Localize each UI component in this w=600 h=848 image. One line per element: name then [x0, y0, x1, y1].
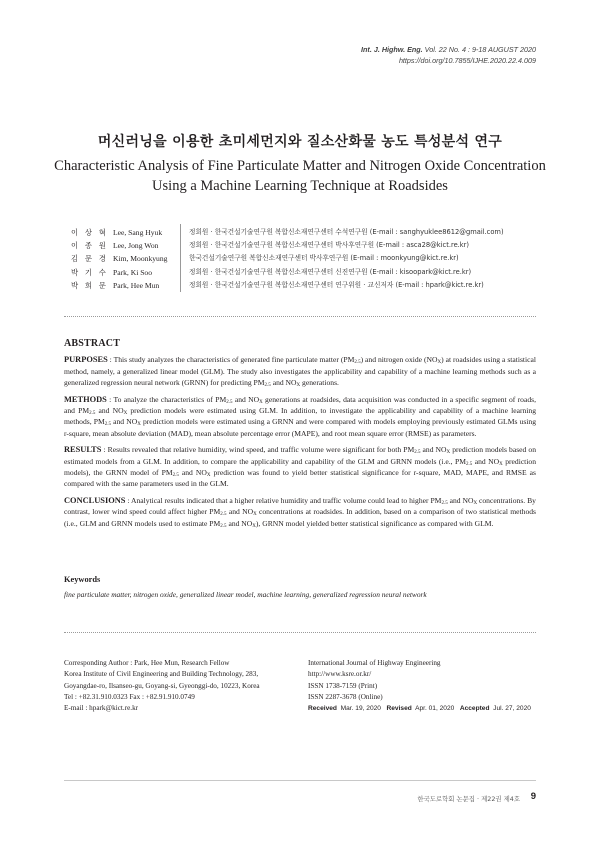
abstract-conclusions — [64, 495, 536, 529]
subscript: 2.5 — [466, 461, 473, 467]
text-run: : To analyze the characteristics of PM — [106, 394, 227, 404]
corr-line: Corresponding Author : Park, Hee Mun, Research Fellow — [64, 659, 230, 667]
doi-link[interactable]: https://doi.org/10.7855/IJHE.2020.22.4.009 — [398, 56, 536, 65]
text-run: prediction models were estimated using GLM. In addition, to investigate the applicability and capability of a machine learning methods, PM — [64, 405, 536, 427]
conclusions-text — [64, 496, 536, 528]
subscript: 2.5 — [220, 523, 227, 529]
corr-line: Korea Institute of Civil Engineering and Building Technology, 283, — [64, 670, 259, 679]
subscript: 2.5 — [414, 450, 421, 456]
subscript: X — [252, 523, 256, 529]
received-label: Received — [308, 705, 337, 713]
corresponding-author-block — [64, 658, 260, 714]
issn-print: ISSN 1738-7159 (Print) — [308, 681, 378, 690]
text-run: and NO — [447, 496, 474, 506]
abstract-results — [64, 444, 536, 489]
author-name-en: Lee, Jong Won — [113, 241, 159, 251]
text-run: and NO — [226, 518, 253, 528]
author-name-ko: 이 종 원 — [71, 241, 109, 251]
page-number: 9 — [530, 791, 536, 802]
author-divider — [180, 224, 181, 292]
journal-abbrev: Int. J. Highw. Eng. — [361, 45, 423, 54]
text-run: and NO — [95, 405, 124, 415]
revised-date: Apr. 01, 2020 — [415, 705, 455, 713]
text-run: generations. — [300, 377, 339, 387]
results-text — [64, 445, 536, 488]
text-run: ), GRNN model yielded better statistical significance as compared with GLM. — [255, 518, 494, 528]
accepted-label: Accepted — [459, 705, 490, 713]
subscript: 2.5 — [264, 382, 271, 388]
title-korean: 머신러닝을 이용한 초미세먼지와 질소산화물 농도 특성분석 연구 — [97, 134, 503, 150]
author-name-en: Lee, Sang Hyuk — [113, 228, 163, 237]
subscript: X — [123, 410, 128, 416]
purposes-text — [64, 355, 536, 387]
author-name-ko: 이 상 혁 — [71, 228, 109, 237]
author-affiliation: 정회원 · 한국건설기술연구원 복합신소재연구센터 박사후연구원 (E-mail : asca28@kict.re.kr) — [189, 241, 470, 250]
text-run: prediction models), the GRNN model of PM — [64, 456, 536, 477]
footer-journal: 한국도로학회 논문집 · 제22권 제4호 — [417, 795, 520, 803]
divider-bottom — [64, 632, 536, 633]
subscript: 2.5 — [220, 512, 227, 518]
subscript: X — [473, 501, 478, 507]
text-run: : This study analyzes the characteristics of generated fine particulate matter (PM — [107, 355, 355, 365]
subscript: 2.5 — [354, 360, 361, 366]
text-run: concentrations at roadsides. In addition, based on a comparison of two statistical methods (i.e., GLM and GRNN models used to estimate PM — [64, 507, 536, 528]
results-label: RESULTS — [64, 445, 102, 455]
subscript: X — [499, 461, 503, 467]
title-english: Characteristic Analysis of Fine Particulate Matter and Nitrogen Oxide Concentration Using a Machine Learning Technique at Roadsides — [54, 158, 546, 194]
text-run: and NO — [420, 445, 447, 455]
subscript: X — [296, 382, 301, 388]
keywords-heading: Keywords — [64, 575, 101, 584]
text-run: and NO — [111, 417, 138, 427]
subscript: 2.5 — [441, 501, 448, 507]
corr-email: E-mail : hpark@kict.re.kr — [64, 704, 139, 713]
text-run: : Analytical results indicated that a higher relative humidity and traffic volume could lead to higher PM — [125, 496, 442, 506]
revised-label: Revised — [386, 705, 412, 713]
text-run: prediction was found to yield better statistical significance for r-square, MAD, MAPE, and RMSE as compared with the same parameters used in the GLM. — [64, 467, 537, 489]
subscript: X — [446, 450, 451, 456]
abstract-purposes — [64, 354, 536, 388]
text-run: and NO — [178, 467, 207, 477]
author-affiliation: 정회원 · 한국건설기술연구원 복합신소재연구센터 수석연구원 (E-mail : sanghyuklee8612@gmail.com) — [189, 228, 504, 236]
text-run: and NO — [270, 377, 297, 387]
footer-rule — [64, 780, 536, 781]
methods-text — [64, 395, 536, 438]
subscript: 2.5 — [104, 422, 111, 428]
author-affiliation: 한국건설기술연구원 복합신소재연구센터 박사후연구원 (E-mail : moonkyung@kict.re.kr) — [189, 254, 459, 263]
subscript: X — [437, 360, 442, 366]
subscript: X — [137, 422, 141, 428]
issn-online: ISSN 2287-3678 (Online) — [308, 692, 383, 701]
subscript: 2.5 — [226, 399, 233, 405]
journal-info-block — [308, 658, 531, 714]
subscript: 2.5 — [89, 410, 96, 416]
text-run: prediction models based on estimated models from a GLM. In addition, to compare the applicability and capability of the GLM and GRNN models (i.e., PM — [64, 445, 537, 466]
text-run: and NO — [226, 507, 254, 517]
submission-dates — [308, 703, 531, 714]
text-run: concentrations. By contrast, lower wind speed could affect higher PM — [64, 496, 536, 517]
keywords-section — [64, 575, 536, 599]
text-run: and NO — [232, 394, 260, 404]
divider-top — [64, 316, 536, 317]
received-date: Mar. 19, 2020 — [340, 705, 381, 713]
journal-name: International Journal of Highway Engineering — [308, 659, 441, 667]
text-run: generations at roadsides, data acquisition was conducted in a specific segment of roads, and PM — [64, 394, 536, 415]
subscript: X — [253, 512, 257, 518]
conclusions-label: CONCLUSIONS — [64, 496, 126, 506]
corr-line: Goyangdae-ro, Ilsanseo-gu, Goyang-si, Gyeonggi-do, 10223, Korea — [64, 681, 260, 690]
abstract-methods — [64, 394, 536, 439]
text-run: ) at roadsides using a statistical method, namely, a generalized linear model (GLM). The study also investigates the applicability and capability of a machine learning methods such as a generalized regression neural network (GRNN) for predicting PM — [64, 355, 536, 387]
text-run: : Results revealed that relative humidity, wind speed, and traffic volume were significant for both PM — [101, 445, 415, 455]
author-name-ko: 박 기 수 — [71, 267, 109, 277]
text-run: ) and nitrogen oxide (NO — [360, 355, 438, 365]
journal-issue: Vol. 22 No. 4 : 9-18 AUGUST 2020 — [424, 45, 536, 54]
journal-header — [361, 44, 536, 66]
author-name-en: Park, Ki Soo — [113, 267, 153, 277]
purposes-label: PURPOSES — [64, 355, 108, 365]
author-name-ko: 박 희 문 — [71, 280, 109, 290]
author-name-en: Kim, Moonkyung — [113, 254, 168, 264]
abstract-heading: ABSTRACT — [64, 338, 121, 349]
abstract-section — [64, 338, 536, 534]
subscript: X — [206, 472, 211, 478]
keywords-text: fine particulate matter, nitrogen oxide, generalized linear model, machine learning, generalized regression neural network — [64, 590, 427, 599]
author-name-en: Park, Hee Mun — [113, 280, 160, 290]
text-run: and NO — [472, 456, 500, 466]
methods-label: METHODS — [64, 394, 107, 404]
subscript: 2.5 — [172, 472, 179, 478]
text-run: prediction models were estimated using a GRNN and were compared with models employing previously estimated GLMs using r-square, mean absolute deviation (MAD), mean absolute percentage error (MAPE), and root mean square error (RMSE) as parameters. — [64, 417, 536, 438]
journal-url[interactable]: http://www.ksre.or.kr/ — [308, 670, 372, 679]
author-name-ko: 김 문 경 — [71, 254, 109, 264]
author-affiliation: 정회원 · 한국건설기술연구원 복합신소재연구센터 연구위원 · 교신저자 (E-mail : hpark@kict.re.kr) — [189, 280, 484, 289]
corr-line: Tel : +82.31.910.0323 Fax : +82.91.910.0749 — [64, 692, 195, 701]
accepted-date: Jul. 27, 2020 — [493, 705, 531, 713]
author-affiliation: 정회원 · 한국건설기술연구원 복합신소재연구센터 신진연구원 (E-mail : kisoopark@kict.re.kr) — [189, 267, 472, 276]
subscript: X — [259, 399, 263, 405]
